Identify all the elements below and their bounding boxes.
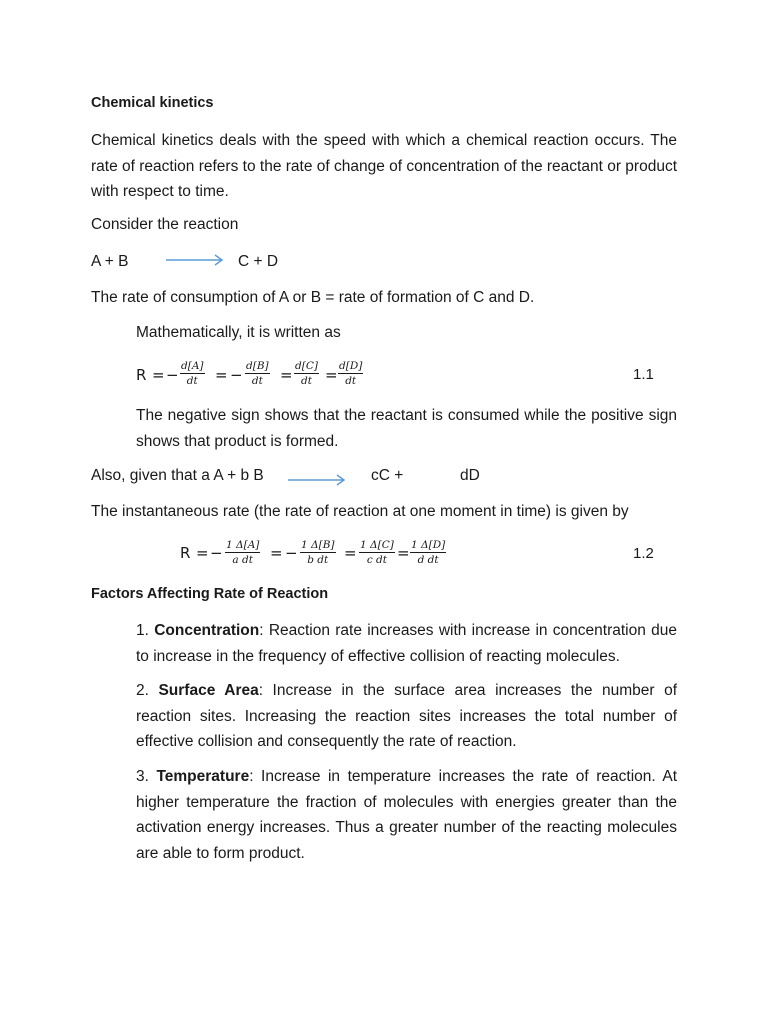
fraction-dA bbox=[225, 538, 260, 567]
equals-sign: = bbox=[325, 366, 338, 384]
factors-heading: Factors Affecting Rate of Reaction bbox=[91, 586, 329, 602]
factor-number: 1. bbox=[136, 622, 155, 639]
numerator: d[B] bbox=[246, 360, 269, 372]
reaction1-products: C + D bbox=[238, 253, 279, 270]
numerator: 1 Δ[D] bbox=[411, 539, 446, 551]
minus-sign: − bbox=[210, 544, 223, 562]
equals-sign: = bbox=[215, 366, 228, 384]
fraction-dD-dt bbox=[338, 359, 363, 388]
fraction-dB-dt bbox=[245, 359, 270, 388]
minus-sign: − bbox=[285, 544, 298, 562]
denominator: dt bbox=[251, 375, 263, 387]
fraction-dA-dt bbox=[180, 359, 205, 388]
equals-sign: = bbox=[270, 544, 283, 562]
reaction2-product-c: cC + bbox=[371, 467, 404, 484]
rate-symbol: R bbox=[180, 544, 191, 562]
reaction2-reactants: Also, given that a A + b B bbox=[91, 467, 264, 484]
fraction-dB bbox=[300, 538, 336, 567]
reaction1-reactants: A + B bbox=[91, 253, 129, 270]
factor-term: Concentration bbox=[154, 622, 260, 639]
factor-text: : Reaction rate increases with increase in concentration due to increase in the frequency of effective collision of reacting molecules. bbox=[136, 622, 677, 665]
denominator: b dt bbox=[307, 554, 329, 566]
reaction-arrow-icon bbox=[286, 472, 348, 488]
denominator: d dt bbox=[417, 554, 439, 566]
equation-number: 1.2 bbox=[633, 545, 654, 562]
negative-sign-paragraph: The negative sign shows that the reactant is consumed while the positive sign shows that product is formed. bbox=[136, 407, 677, 450]
denominator: dt bbox=[345, 375, 357, 387]
fraction-dD bbox=[410, 538, 446, 567]
numerator: d[D] bbox=[339, 360, 363, 372]
page-title: Chemical kinetics bbox=[91, 95, 214, 111]
equals-sign: = bbox=[196, 544, 209, 562]
mathematically-text: Mathematically, it is written as bbox=[136, 324, 341, 341]
factor-text: : Increase in the surface area increases the number of reaction sites. Increasing the reaction sites increases the total number of effective collision and consequently the rate of reaction. bbox=[136, 682, 678, 750]
minus-sign: − bbox=[230, 366, 243, 384]
equals-sign: = bbox=[280, 366, 293, 384]
consumption-text: The rate of consumption of A or B = rate of formation of C and D. bbox=[91, 289, 535, 306]
minus-sign: − bbox=[166, 366, 179, 384]
factor-surface-area bbox=[136, 678, 677, 755]
numerator: 1 Δ[B] bbox=[301, 539, 335, 551]
factor-number: 2. bbox=[136, 682, 159, 699]
equals-sign: = bbox=[152, 366, 165, 384]
factor-concentration bbox=[136, 618, 677, 669]
fraction-dC-dt bbox=[294, 359, 319, 388]
factor-temperature bbox=[136, 764, 677, 866]
equals-sign: = bbox=[344, 544, 357, 562]
reaction-arrow-icon bbox=[164, 252, 226, 268]
denominator: dt bbox=[186, 375, 198, 387]
denominator: c dt bbox=[366, 554, 387, 566]
factor-text: : Increase in temperature increases the rate of reaction. At higher temperature the fraction of molecules with energies greater than the activation energy increases. Thus a greater number of the reacting molecules are able to form product. bbox=[136, 768, 678, 862]
fraction-dC bbox=[359, 538, 395, 567]
factor-term: Surface Area bbox=[158, 682, 259, 699]
factor-number: 3. bbox=[136, 768, 157, 785]
instantaneous-text: The instantaneous rate (the rate of reaction at one moment in time) is given by bbox=[91, 503, 629, 520]
equals-sign: = bbox=[397, 544, 410, 562]
factor-term: Temperature bbox=[156, 768, 250, 785]
consider-text: Consider the reaction bbox=[91, 216, 239, 233]
numerator: 1 Δ[A] bbox=[226, 539, 260, 551]
numerator: d[A] bbox=[181, 360, 204, 372]
reaction2-product-d: dD bbox=[460, 467, 480, 484]
numerator: 1 Δ[C] bbox=[360, 539, 394, 551]
rate-symbol: R bbox=[136, 366, 147, 384]
denominator: a dt bbox=[232, 554, 253, 566]
numerator: d[C] bbox=[295, 360, 318, 372]
denominator: dt bbox=[301, 375, 312, 387]
equation-number: 1.1 bbox=[633, 366, 654, 383]
intro-paragraph: Chemical kinetics deals with the speed with which a chemical reaction occurs. The rate of reaction refers to the rate of change of concentration of the reactant or product with respect to time. bbox=[91, 132, 677, 200]
